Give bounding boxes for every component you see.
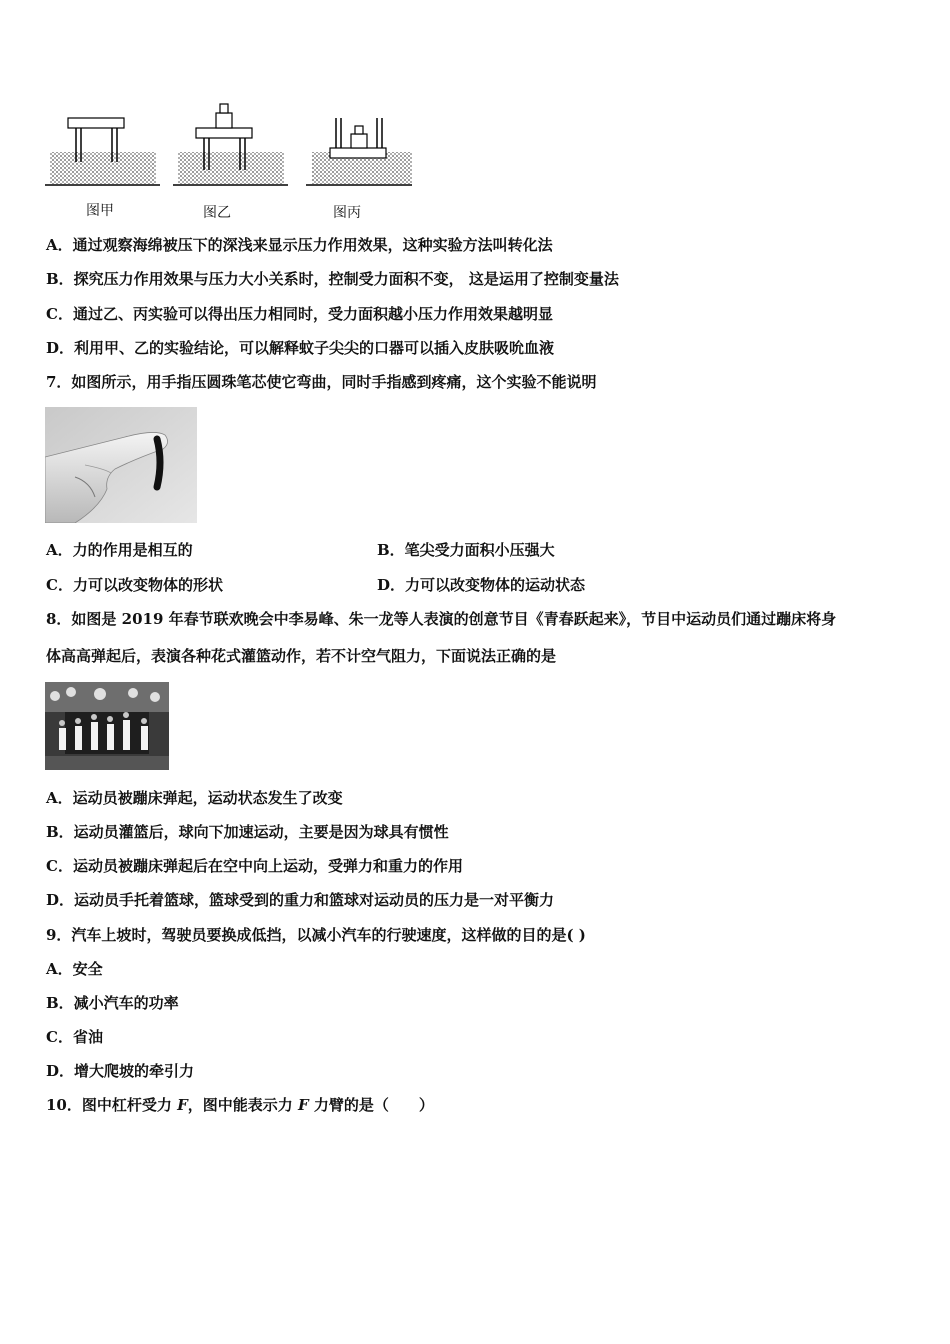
q8-option-d: D．运动员手托着篮球，篮球受到的重力和篮球对运动员的压力是一对平衡力	[46, 891, 555, 909]
q9-option-a: A．安全	[46, 960, 103, 978]
q7-option-d: D．力可以改变物体的运动状态	[377, 576, 586, 594]
figure-jia	[45, 118, 160, 185]
q9-option-d: D．增大爬坡的牵引力	[46, 1062, 195, 1080]
caption-jia: 图甲	[86, 203, 114, 219]
q9-option-c: C．省油	[46, 1028, 103, 1046]
q7-option-b: B．笔尖受力面积小压强大	[377, 541, 555, 559]
figure-yi	[173, 104, 288, 185]
q10-stem-part1: 10．图中杠杆受力	[46, 1096, 178, 1114]
q10-stem-part2: ，图中能表示力	[187, 1096, 298, 1114]
q9-stem: 9．汽车上坡时，驾驶员要换成低挡，以减小汽车的行驶速度，这样做的目的是( )	[46, 926, 586, 944]
q8-stem-line1: 8．如图是 2019 年春节联欢晚会中李易峰、朱一龙等人表演的创意节目《青春跃起来》，节目中运动员们通过蹦床将身	[46, 610, 837, 628]
q8-option-a: A．运动员被蹦床弹起，运动状态发生了改变	[46, 789, 343, 807]
q7-option-c: C．力可以改变物体的形状	[46, 576, 223, 594]
q8-option-b: B．运动员灌篮后，球向下加速运动，主要是因为球具有惯性	[46, 823, 449, 841]
q6-option-b: B．探究压力作用效果与压力大小关系时，控制受力面积不变， 这是运用了控制变量法	[46, 270, 619, 288]
trampoline-performance-photo	[45, 682, 169, 770]
q10-force-symbol-1: F	[177, 1096, 188, 1114]
caption-bing: 图丙	[333, 205, 361, 221]
finger-pen-photo	[45, 407, 197, 523]
q10-force-symbol-2: F	[298, 1096, 309, 1114]
figure-bing	[306, 118, 412, 185]
q10-stem-part3: 力臂的是（ ）	[308, 1096, 434, 1114]
q10-stem	[46, 1095, 434, 1115]
q6-option-c: C．通过乙、丙实验可以得出压力相同时，受力面积越小压力作用效果越明显	[46, 305, 553, 323]
q6-option-d: D．利用甲、乙的实验结论，可以解释蚊子尖尖的口器可以插入皮肤吸吮血液	[46, 339, 555, 357]
q6-option-a: A．通过观察海绵被压下的深浅来显示压力作用效果，这种实验方法叫转化法	[46, 236, 553, 254]
q7-stem: 7．如图所示，用手指压圆珠笔芯使它弯曲，同时手指感到疼痛，这个实验不能说明	[46, 373, 597, 391]
caption-yi: 图乙	[203, 205, 231, 221]
q9-option-b: B．减小汽车的功率	[46, 994, 179, 1012]
q8-option-c: C．运动员被蹦床弹起后在空中向上运动，受弹力和重力的作用	[46, 857, 463, 875]
q7-option-a: A．力的作用是相互的	[46, 541, 193, 559]
q8-stem-line2: 体高高弹起后，表演各种花式灌篮动作，若不计空气阻力，下面说法正确的是	[46, 647, 557, 665]
